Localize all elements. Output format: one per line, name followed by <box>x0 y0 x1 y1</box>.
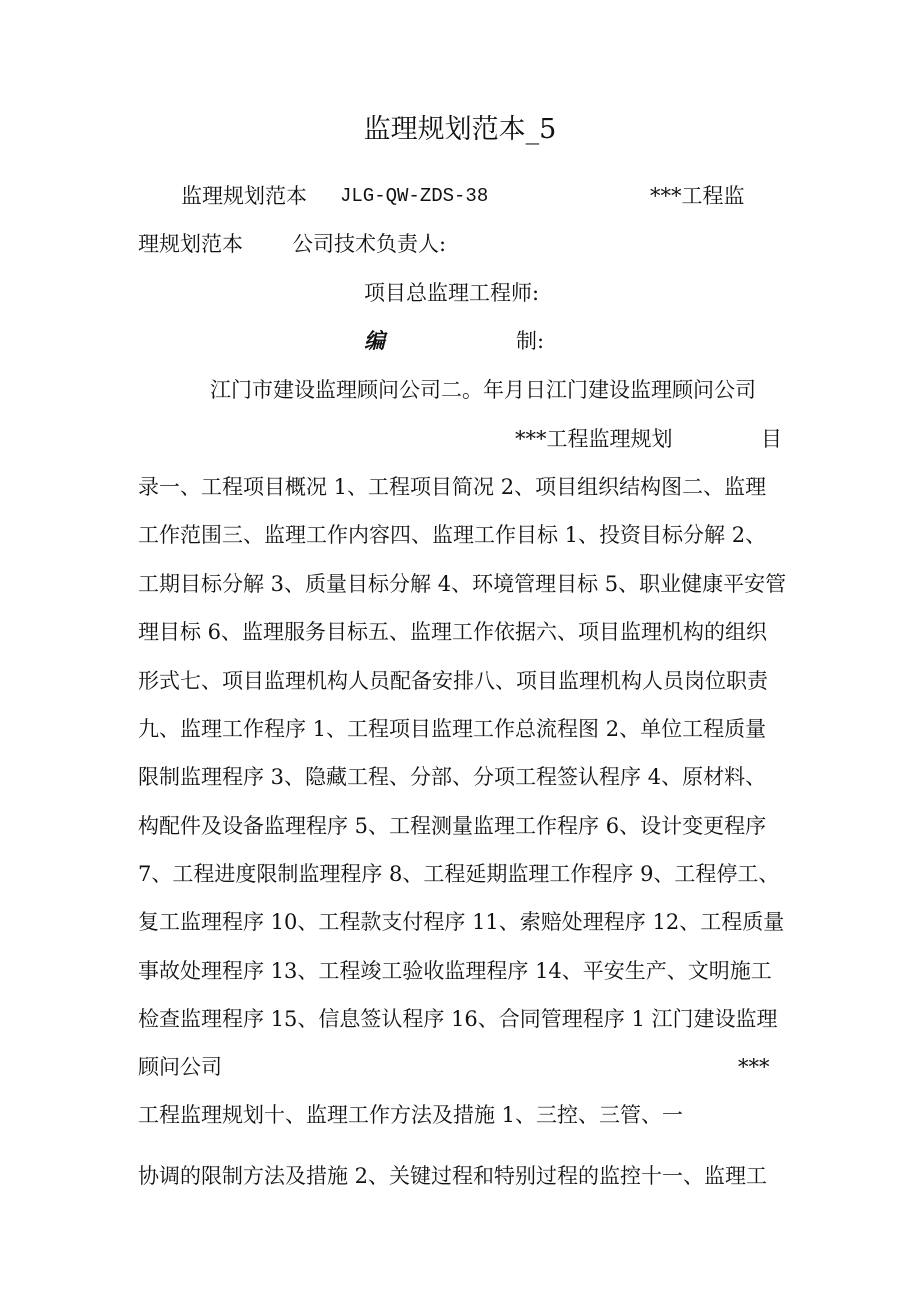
toc-heading-left: ***工程监理规划 <box>515 427 673 451</box>
body-line: 检查监理程序 15、信息签认程序 16、合同管理程序 1 江门建设监理 <box>138 1007 778 1031</box>
document-code: JLG-QW-ZDS-38 <box>340 185 489 207</box>
body-line: 7、工程进度限制监理程序 8、工程延期监理工作程序 9、工程停工、 <box>138 862 780 886</box>
compiler-label-right: 制: <box>516 329 545 353</box>
company-name-text: 顾问公司 <box>138 1055 222 1079</box>
body-line: 协调的限制方法及措施 2、关键过程和特别过程的监控十一、监理工 <box>138 1164 768 1188</box>
technical-director-label: 公司技术负责人: <box>292 232 447 256</box>
body-line: 录一、工程项目概况 1、工程项目简况 2、项目组织结构图二、监理 <box>138 475 767 499</box>
asterisk-text: *** <box>738 1055 770 1079</box>
body-line: 限制监理程序 3、隐藏工程、分部、分项工程签认程序 4、原材料、 <box>138 765 767 789</box>
body-line: 工程监理规划十、监理工作方法及措施 1、三控、三管、一 <box>138 1103 684 1127</box>
body-line: 形式七、项目监理机构人员配备安排八、项目监理机构人员岗位职责 <box>138 669 768 693</box>
body-line: 事故处理程序 13、工程竣工验收监理程序 14、平安生产、文明施工 <box>138 959 772 983</box>
body-line: 复工监理程序 10、工程款支付程序 11、索赔处理程序 12、工程质量 <box>138 910 785 934</box>
header-left-text: 监理规划范本 <box>181 184 307 208</box>
toc-heading-right: 目 <box>761 427 782 451</box>
page-title: 监理规划范本_5 <box>363 114 557 145</box>
chief-engineer-label: 项目总监理工程师: <box>364 281 540 305</box>
body-line: 构配件及设备监理程序 5、工程测量监理工作程序 6、设计变更程序 <box>138 814 767 838</box>
compiler-label-left: 编 <box>364 328 385 353</box>
header-right-text: ***工程监 <box>650 184 745 208</box>
body-line: 工期目标分解 3、质量目标分解 4、环境管理目标 5、职业健康平安管 <box>138 572 787 596</box>
body-line: 理目标 6、监理服务目标五、监理工作依据六、项目监理机构的组织 <box>138 620 768 644</box>
line2-left-text: 理规划范本 <box>138 232 243 256</box>
company-date-line: 江门市建设监理顾问公司二。年月日江门建设监理顾问公司 <box>210 378 756 402</box>
body-line: 九、监理工作程序 1、工程项目监理工作总流程图 2、单位工程质量 <box>138 717 767 741</box>
body-line: 工作范围三、监理工作内容四、监理工作目标 1、投资目标分解 2、 <box>138 523 767 547</box>
